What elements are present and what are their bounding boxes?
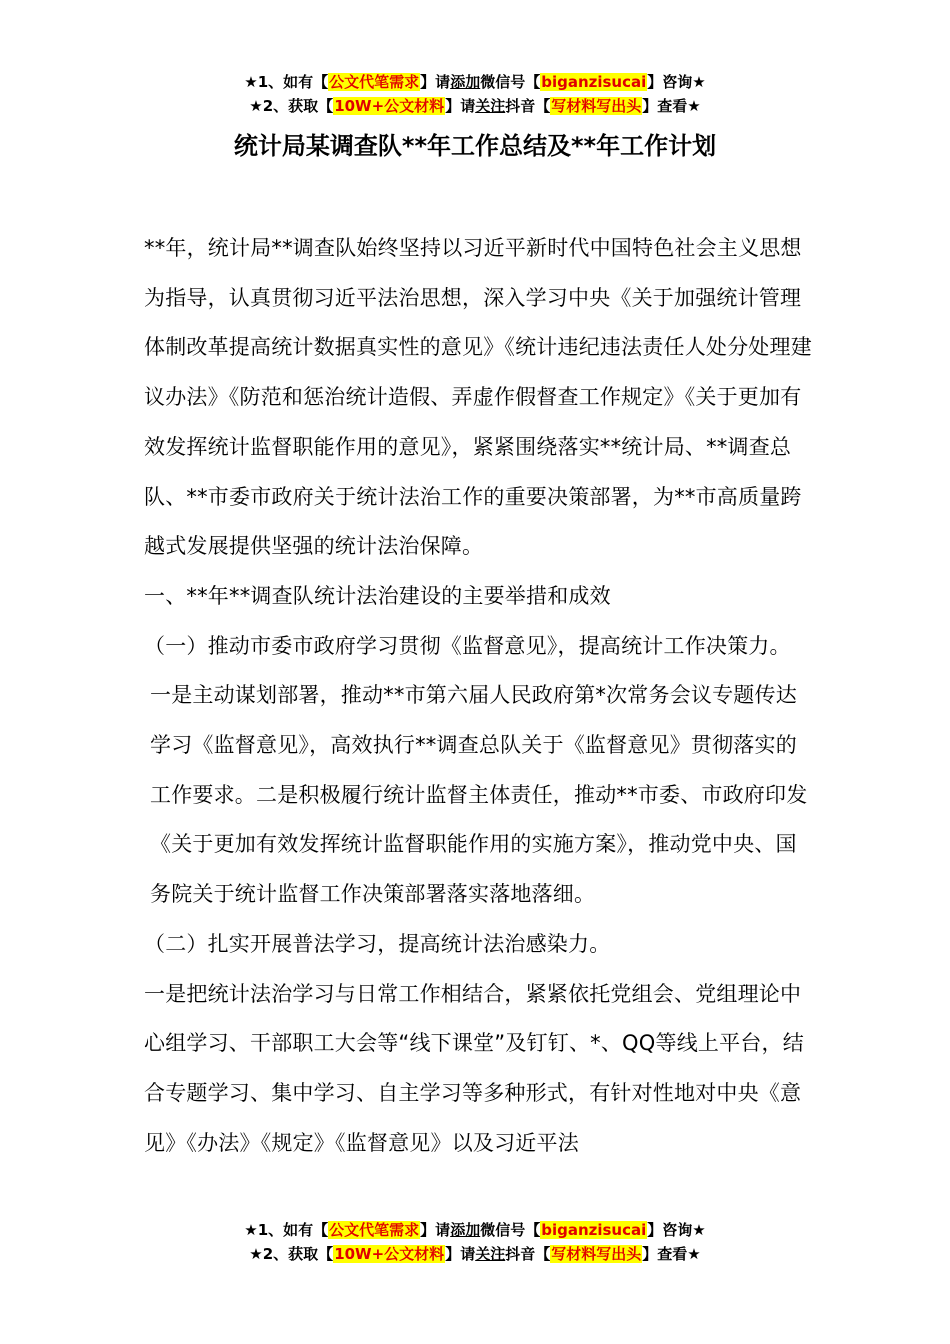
highlight-text: 公文代笔需求: [329, 73, 420, 91]
banner-line-1: ★1、如有【公文代笔需求】请添加微信号【biganzisucai】咨询★: [244, 73, 706, 91]
subsection-heading: （二）扎实开展普法学习，提高统计法治感染力。: [144, 931, 611, 956]
highlight-text: 10W+公文材料: [334, 1245, 445, 1263]
document-body: [144, 224, 816, 1168]
banner-line-1: ★1、如有【公文代笔需求】请添加微信号【biganzisucai】咨询★: [244, 1221, 706, 1239]
wechat-id: biganzisucai: [541, 1221, 647, 1239]
subsection-heading: （一）推动市委市政府学习贯彻《监督意见》，提高统计工作决策力。: [144, 633, 791, 658]
footer-banner: [0, 1218, 950, 1266]
highlight-text: 公文代笔需求: [329, 1221, 420, 1239]
douyin-account: 写材料写出头: [551, 1245, 642, 1263]
header-banner: [0, 70, 950, 118]
paragraph-intro: **年，统计局**调查队始终坚持以习近平新时代中国特色社会主义思想为指导，认真贯彻习近平法治思想，深入学习中央《关于加强统计管理体制改革提高统计数据真实性的意见》《统计违纪违法责任人处分处理建议办法》《防范和惩治统计造假、弄虚作假督查工作规定》《关于更加有效发挥统计监督职能作用的意见》，紧紧围绕落实**统计局、**调查总队、**市委市政府关于统计法治工作的重要决策部署，为**市高质量跨越式发展提供坚强的统计法治保障。: [144, 236, 812, 559]
banner-line-2: ★2、获取【10W+公文材料】请关注抖音【写材料写出头】查看★: [249, 1245, 701, 1263]
highlight-text: 10W+公文材料: [334, 97, 445, 115]
paragraph: 一是把统计法治学习与日常工作相结合，紧紧依托党组会、党组理论中心组学习、干部职工大会等“线下课堂”及钉钉、*、QQ等线上平台，结合专题学习、集中学习、自主学习等多种形式，有针对性地对中央《意见》《办法》《规定》《监督意见》以及习近平法: [144, 981, 804, 1155]
document-title: 统计局某调查队**年工作总结及**年工作计划: [233, 132, 717, 160]
section-heading: 一、**年**调查队统计法治建设的主要举措和成效: [144, 583, 611, 608]
paragraph: 一是主动谋划部署，推动**市第六届人民政府第*次常务会议专题传达学习《监督意见》，高效执行**调查总队关于《监督意见》贯彻落实的工作要求。二是积极履行统计监督主体责任，推动**市委、市政府印发《关于更加有效发挥统计监督职能作用的实施方案》，推动党中央、国务院关于统计监督工作决策部署落实落地落细。: [150, 683, 808, 907]
wechat-id: biganzisucai: [541, 73, 647, 91]
banner-line-2: ★2、获取【10W+公文材料】请关注抖音【写材料写出头】查看★: [249, 97, 701, 115]
douyin-account: 写材料写出头: [551, 97, 642, 115]
